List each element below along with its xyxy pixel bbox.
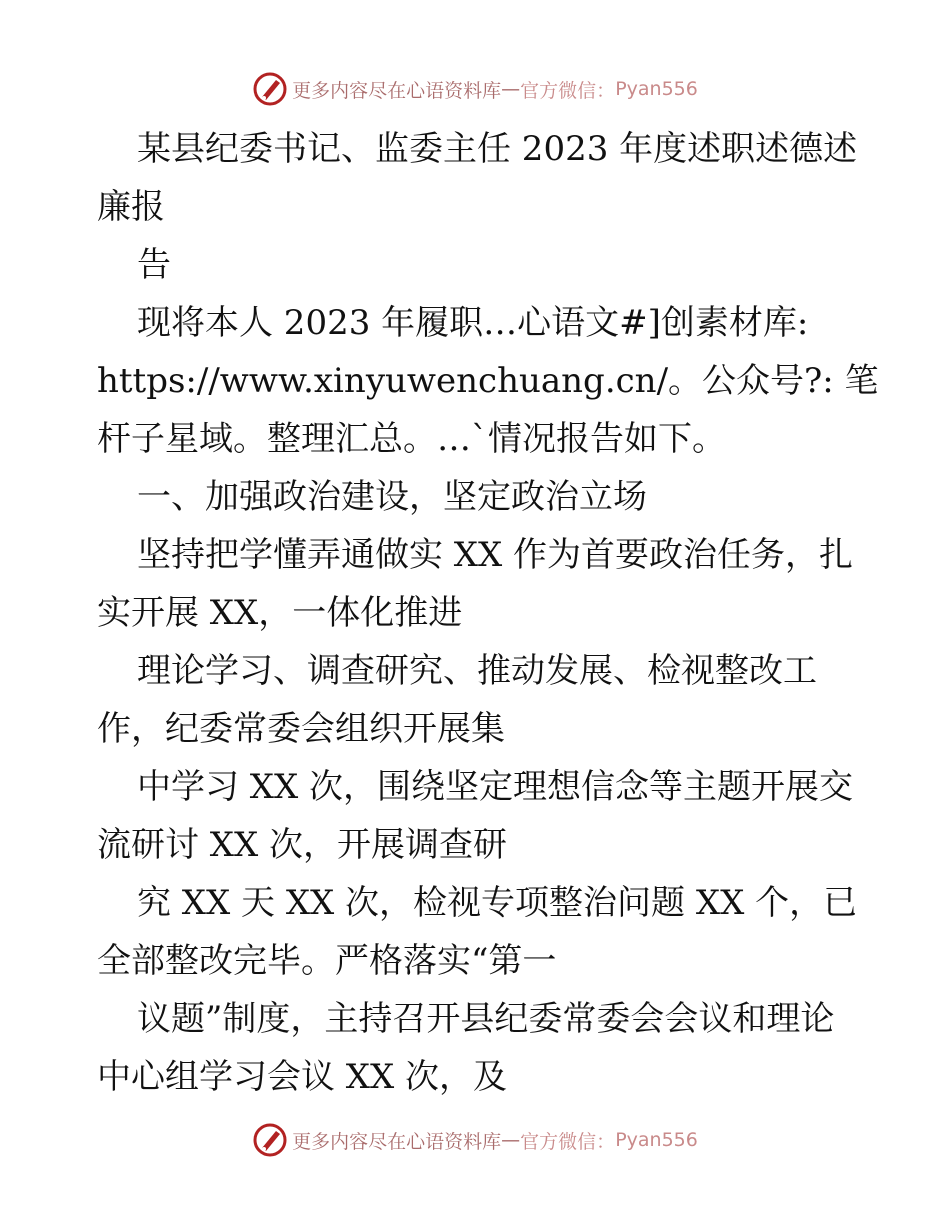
text-line: 现将本人 2023 年履职…心语文#]创素材库:: [137, 303, 809, 343]
banner-wechat-id: Pyan556: [615, 1129, 698, 1151]
text-line: 究 XX 天 XX 次，检视专项整治问题 XX 个，已: [137, 883, 858, 923]
header-banner: [0, 71, 950, 107]
banner-right-text: 官方微信：: [520, 1130, 616, 1153]
text-line: 理论学习、调查研究、推动发展、检视整改工: [137, 651, 817, 691]
pen-logo-icon: [252, 71, 288, 107]
text-line: https://www.xinyuwenchuang.cn/。公众号?: 笔: [97, 361, 879, 401]
text-line: 某县纪委书记、监委主任 2023 年度述职述德述: [137, 129, 858, 169]
text-line: 坚持把学懂弄通做实 XX 作为首要政治任务，扎: [137, 535, 854, 575]
text-line: 杆子星域。整理汇总。…`情况报告如下。: [97, 419, 726, 459]
text-line: 作，纪委常委会组织开展集: [97, 709, 505, 749]
banner-wechat-id: Pyan556: [615, 78, 698, 100]
section-heading: 一、加强政治建设，坚定政治立场: [137, 477, 647, 517]
banner-dash: —: [501, 78, 521, 100]
text-line: 告: [137, 245, 171, 285]
text-line: 实开展 XX，一体化推进: [97, 593, 463, 633]
footer-banner: [0, 1122, 950, 1158]
text-line: 廉报: [97, 187, 165, 227]
banner-right-text: 官方微信：: [520, 79, 616, 102]
text-line: 中学习 XX 次，围绕坚定理想信念等主题开展交: [137, 767, 854, 807]
text-line: 全部整改完毕。严格落实“第一: [97, 941, 557, 981]
banner-dash: —: [501, 1129, 521, 1151]
pen-logo-icon: [252, 1122, 288, 1158]
text-line: 议题”制度，主持召开县纪委常委会会议和理论: [137, 999, 835, 1039]
document-body: [97, 120, 879, 1106]
banner-left-text: 更多内容尽在心语资料库: [292, 79, 502, 102]
banner-left-text: 更多内容尽在心语资料库: [292, 1130, 502, 1153]
text-line: 中心组学习会议 XX 次，及: [97, 1057, 508, 1097]
text-line: 流研讨 XX 次，开展调查研: [97, 825, 508, 865]
